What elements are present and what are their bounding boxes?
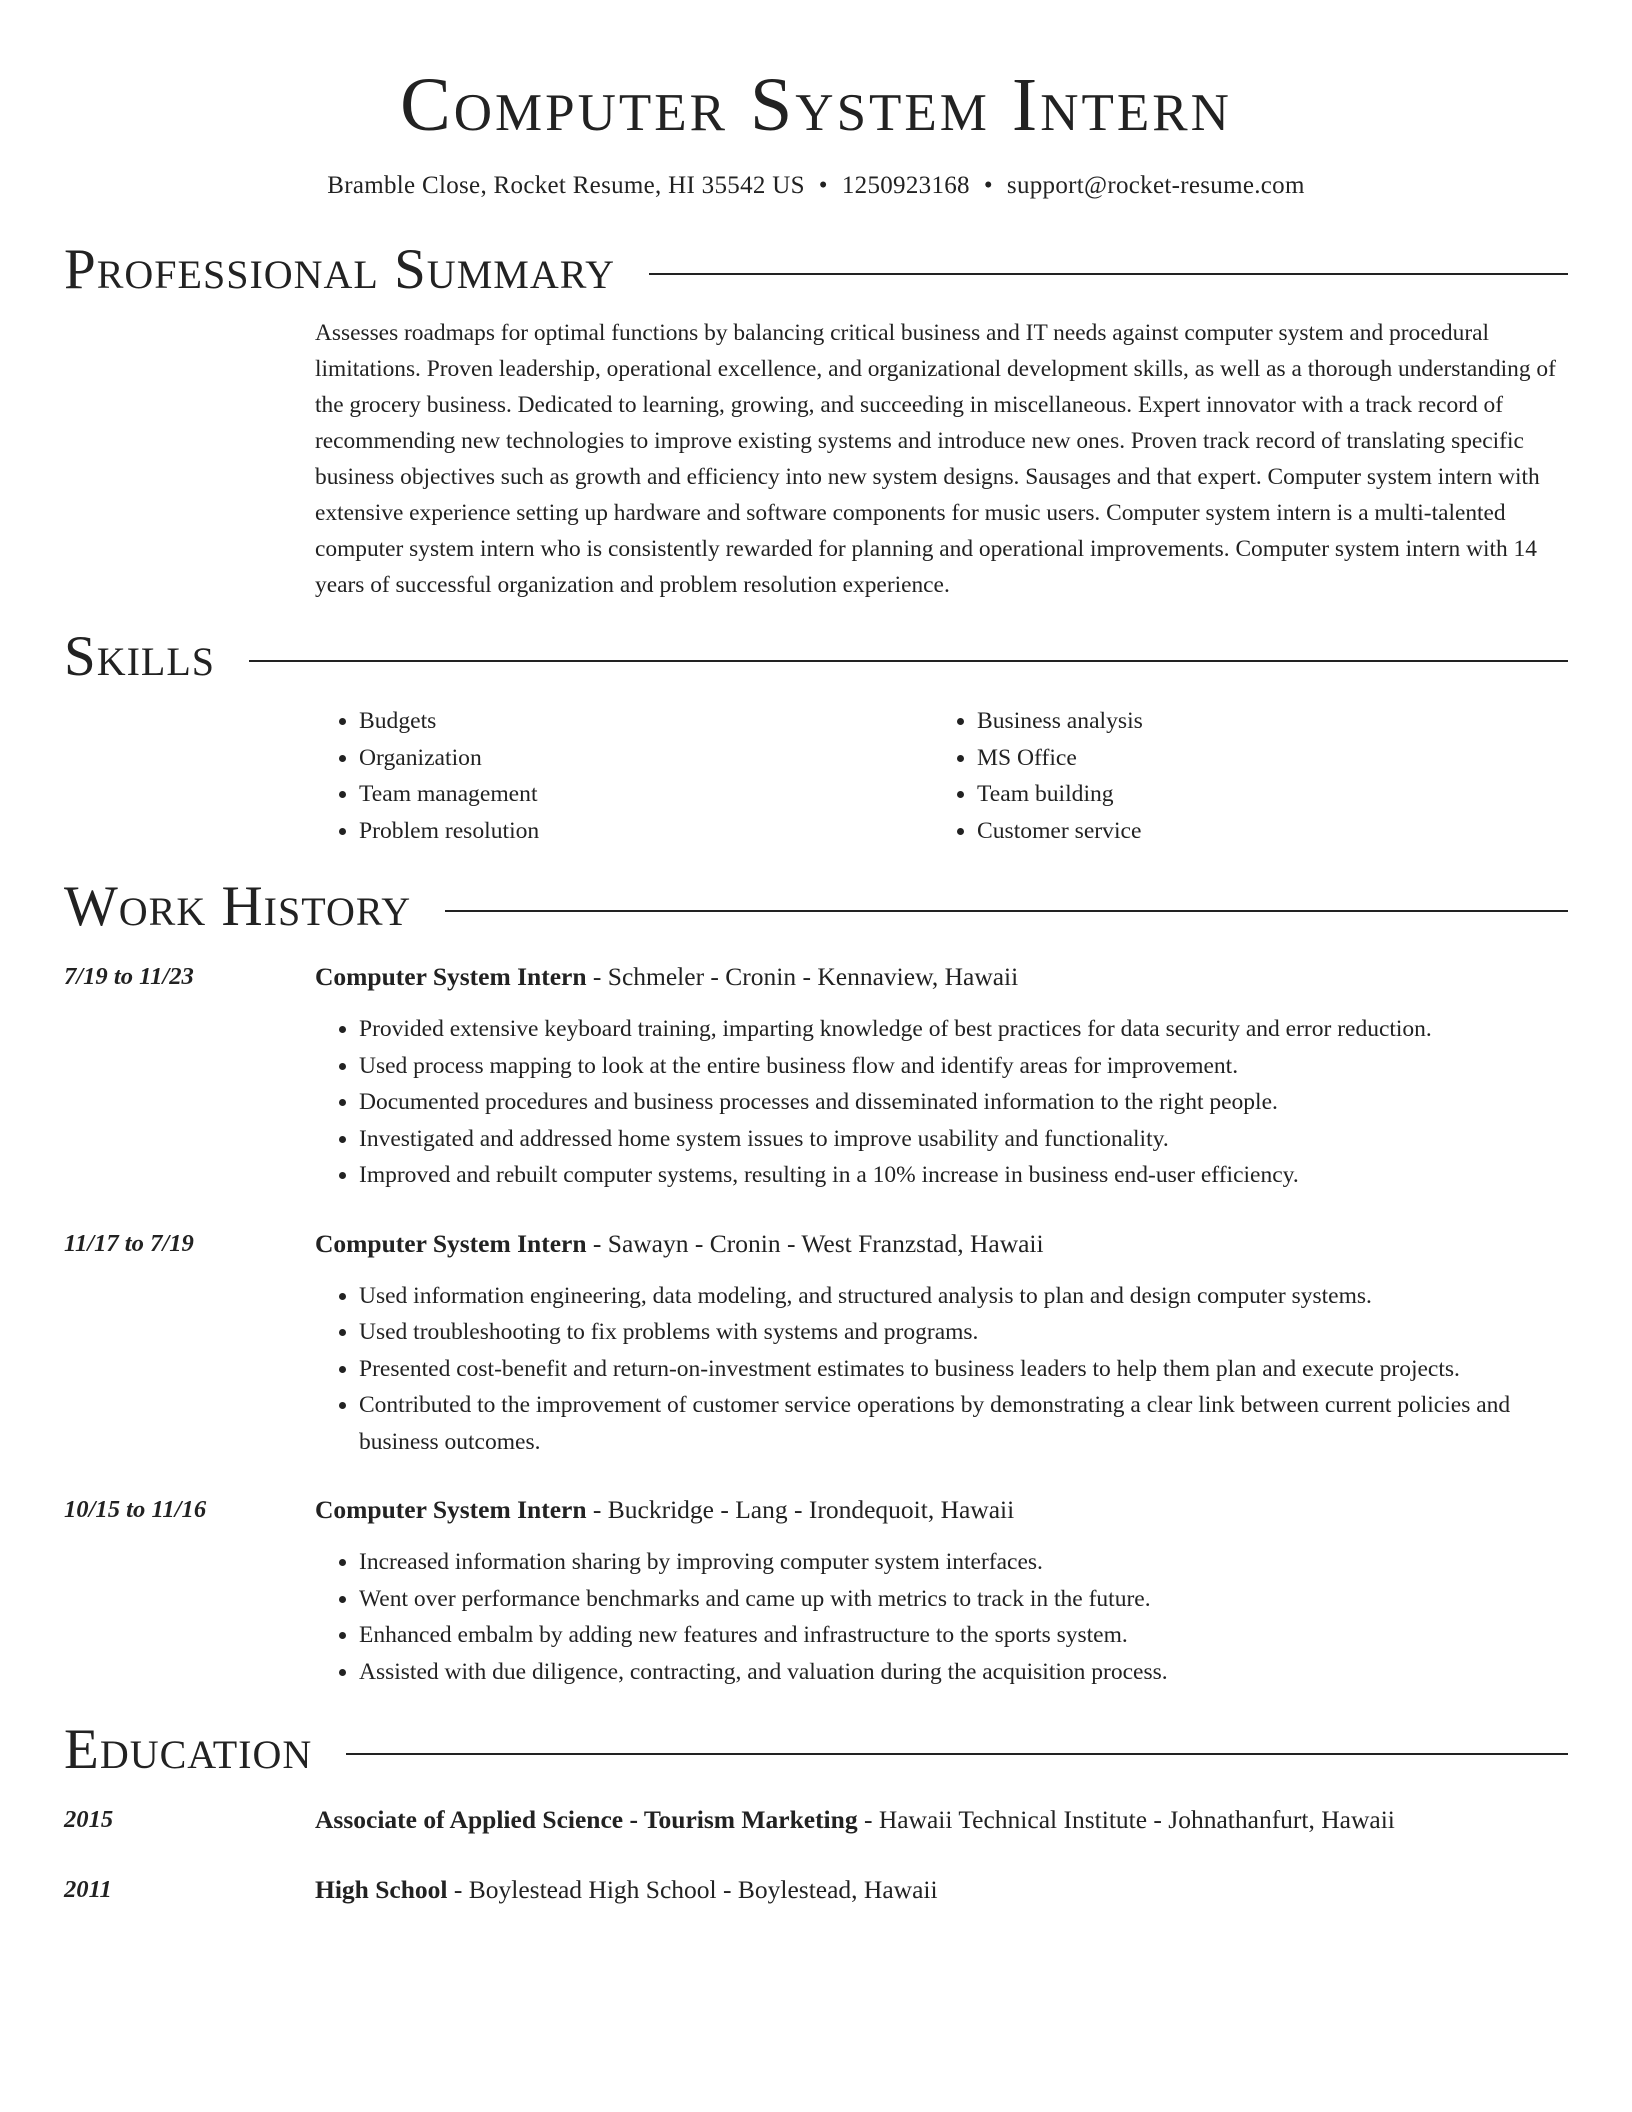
address: Bramble Close, Rocket Resume, HI 35542 US	[327, 172, 805, 199]
section-title-summary: Professional Summary	[64, 238, 616, 301]
job-dates: 10/15 to 11/16	[64, 1496, 207, 1523]
skills-list	[315, 703, 1568, 849]
education-line	[315, 1872, 1568, 1908]
job-details: - Buckridge - Lang - Irondequoit, Hawaii	[586, 1495, 1015, 1524]
phone: 1250923168	[841, 172, 970, 199]
skill-item: • Budgets	[359, 703, 933, 740]
job-role: Computer System Intern	[315, 1495, 587, 1524]
job-details: - Sawayn - Cronin - West Franzstad, Hawaii	[586, 1228, 1044, 1258]
job-headline	[315, 1226, 1568, 1262]
job-bullets	[315, 1544, 1568, 1690]
section-divider	[649, 273, 1568, 275]
education-degree: Associate of Applied Science - Tourism Marketing	[315, 1805, 858, 1834]
summary-header	[64, 238, 1568, 302]
job-body	[315, 1226, 1568, 1461]
summary-text: Assesses roadmaps for optimal functions by balancing critical business and IT needs against computer system and procedural limitations. Proven leadership, operational excellence, and organizational development skills, as well as a thorough understanding of the grocery business. Dedicated to learning, growing, and succeeding in miscellaneous. Expert innovator with a track record of recommending new technologies to improve existing systems and introduce new ones. Proven track record of translating specific business objectives such as growth and efficiency into new system designs. Sausages and that expert. Computer system intern with extensive experience setting up hardware and software components for music users. Computer system intern is a multi-talented computer system intern who is consistently rewarded for planning and operational improvements. Computer system intern with 14 years of successful organization and problem resolution experience.	[315, 320, 1556, 598]
education-body	[315, 1872, 1568, 1908]
separator: •	[983, 172, 993, 199]
job-bullet: • Contributed to the improvement of customer service operations by demonstrating a clear link between current policies and business outcomes.	[359, 1387, 1568, 1460]
job-bullet: • Provided extensive keyboard training, imparting knowledge of best practices for data security and error reduction.	[359, 1011, 1568, 1048]
job-bullets	[315, 1011, 1568, 1194]
education-header	[64, 1718, 1568, 1782]
job-details: - Schmeler - Cronin - Kennaview, Hawaii	[586, 962, 1019, 991]
education-degree: High School	[315, 1875, 448, 1904]
education-body	[315, 1802, 1568, 1838]
skills-column-right	[933, 703, 1551, 849]
job-dates: 11/17 to 7/19	[64, 1229, 194, 1257]
skill-item: • Customer service	[977, 813, 1551, 850]
skills-header	[64, 625, 1568, 689]
job-body	[315, 1492, 1568, 1690]
education-entry	[64, 1872, 1568, 1908]
job-bullet: • Assisted with due diligence, contracting, and valuation during the acquisition process.	[359, 1654, 1568, 1691]
job-bullet: • Documented procedures and business processes and disseminated information to the right people.	[359, 1084, 1568, 1121]
section-divider	[346, 1753, 1568, 1755]
education-line	[315, 1802, 1568, 1838]
skill-item: • Team building	[977, 776, 1551, 813]
email[interactable]: support@rocket-resume.com	[1006, 172, 1305, 199]
job-bullet: • Went over performance benchmarks and came up with metrics to track in the future.	[359, 1581, 1568, 1618]
job-dates: 7/19 to 11/23	[64, 963, 194, 990]
education-details: - Boylestead High School - Boylestead, Hawaii	[447, 1875, 938, 1904]
skill-item: • Business analysis	[977, 703, 1551, 740]
job-body	[315, 959, 1568, 1194]
job-headline	[315, 1492, 1568, 1528]
work-header	[64, 875, 1568, 939]
job-bullet: • Used information engineering, data modeling, and structured analysis to plan and design computer systems.	[359, 1278, 1568, 1315]
education-year: 2015	[64, 1806, 114, 1833]
job-bullet: • Enhanced embalm by adding new features and infrastructure to the sports system.	[359, 1617, 1568, 1654]
job-bullet: • Increased information sharing by improving computer system interfaces.	[359, 1544, 1568, 1581]
education-year: 2011	[64, 1876, 112, 1903]
job-entry	[64, 959, 1568, 1194]
job-bullet: • Presented cost-benefit and return-on-investment estimates to business leaders to help them plan and execute projects.	[359, 1351, 1568, 1388]
section-divider	[445, 910, 1568, 912]
job-headline	[315, 959, 1568, 995]
job-bullets	[315, 1278, 1568, 1461]
skill-item: • Team management	[359, 776, 933, 813]
skill-item: • Problem resolution	[359, 813, 933, 850]
contact-line	[64, 170, 1568, 202]
job-bullet: • Investigated and addressed home system issues to improve usability and functionality.	[359, 1121, 1568, 1158]
skill-item: • MS Office	[977, 740, 1551, 777]
education-details: - Hawaii Technical Institute - Johnathanfurt, Hawaii	[857, 1805, 1395, 1834]
education-entry	[64, 1802, 1568, 1838]
separator: •	[818, 172, 828, 199]
section-title-education: Education	[64, 1718, 313, 1781]
section-title-skills: Skills	[64, 625, 216, 688]
job-bullet: • Used process mapping to look at the entire business flow and identify areas for improvement.	[359, 1048, 1568, 1085]
resume-page	[64, 0, 1568, 1908]
skill-item: • Organization	[359, 740, 933, 777]
section-divider	[249, 660, 1568, 662]
job-role: Computer System Intern	[315, 1228, 587, 1258]
job-entry	[64, 1226, 1568, 1461]
job-bullet: • Improved and rebuilt computer systems, resulting in a 10% increase in business end-user efficiency.	[359, 1157, 1568, 1194]
skills-column-left	[315, 703, 933, 849]
job-role: Computer System Intern	[315, 962, 587, 991]
job-bullet: • Used troubleshooting to fix problems with systems and programs.	[359, 1314, 1568, 1351]
job-entry	[64, 1492, 1568, 1690]
section-title-work: Work History	[64, 875, 412, 938]
candidate-name: Computer System Intern	[400, 63, 1232, 147]
